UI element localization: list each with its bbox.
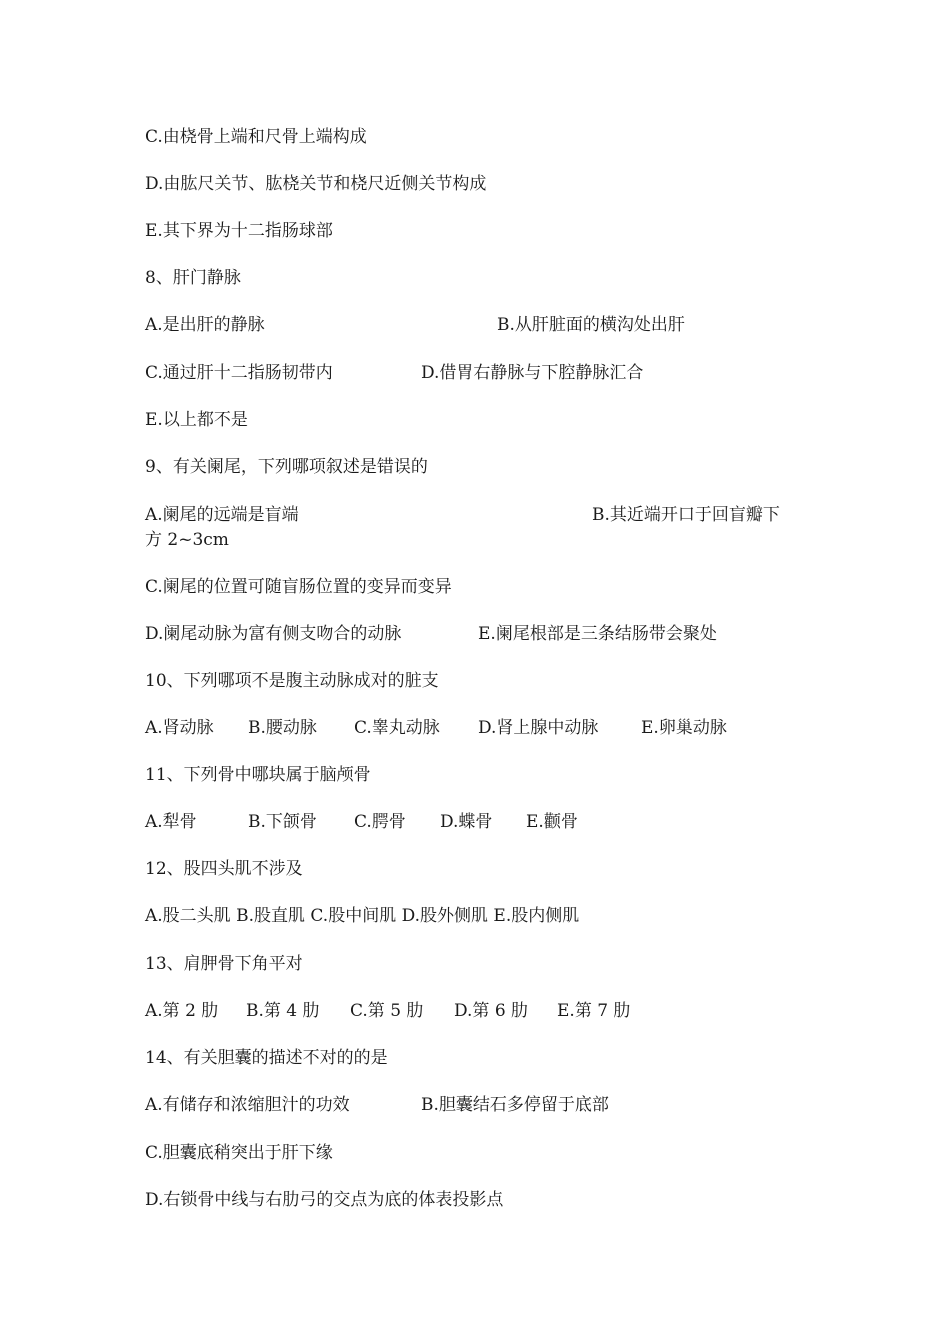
q9-option-d: D.阑尾动脉为富有侧支吻合的动脉 xyxy=(145,624,402,644)
q11-option-d: D.蝶骨 xyxy=(440,812,493,832)
q13-option-e: E.第 7 肋 xyxy=(557,1001,631,1021)
q14-option-c: C.胆囊底稍突出于肝下缘 xyxy=(145,1143,333,1163)
q11-option-b: B.下颌骨 xyxy=(248,812,317,832)
q8-option-b: B.从肝脏面的横沟处出肝 xyxy=(497,315,685,335)
q13-option-a: A.第 2 肋 xyxy=(145,1001,219,1021)
q7-option-c: C.由桡骨上端和尺骨上端构成 xyxy=(145,127,367,147)
q13-option-c: C.第 5 肋 xyxy=(350,1001,424,1021)
q14-option-a: A.有储存和浓缩胆汁的功效 xyxy=(145,1095,350,1115)
q9-option-b-continued: 方 2~3cm xyxy=(145,530,229,550)
q7-option-e: E.其下界为十二指肠球部 xyxy=(145,221,333,241)
q10-option-e: E.卵巢动脉 xyxy=(641,718,727,738)
q9-option-c: C.阑尾的位置可随盲肠位置的变异而变异 xyxy=(145,577,452,597)
q9-option-b: B.其近端开口于回盲瓣下 xyxy=(592,505,780,525)
question-8: 8、肝门静脉 xyxy=(145,268,241,288)
q8-option-c: C.通过肝十二指肠韧带内 xyxy=(145,363,333,383)
q10-option-a: A.肾动脉 xyxy=(145,718,214,738)
q13-option-b: B.第 4 肋 xyxy=(246,1001,320,1021)
q9-option-e: E.阑尾根部是三条结肠带会聚处 xyxy=(478,624,717,644)
q9-option-a: A.阑尾的远端是盲端 xyxy=(145,505,299,525)
q11-option-e: E.颧骨 xyxy=(526,812,578,832)
question-9: 9、有关阑尾，下列哪项叙述是错误的 xyxy=(145,457,428,477)
q8-option-e: E.以上都不是 xyxy=(145,410,248,430)
q11-option-a: A.犁骨 xyxy=(145,812,197,832)
question-10: 10、下列哪项不是腹主动脉成对的脏支 xyxy=(145,671,439,691)
q10-option-c: C.睾丸动脉 xyxy=(354,718,440,738)
q12-options: A.股二头肌 B.股直肌 C.股中间肌 D.股外侧肌 E.股内侧肌 xyxy=(145,906,580,926)
q10-option-b: B.腰动脉 xyxy=(248,718,317,738)
question-12: 12、股四头肌不涉及 xyxy=(145,859,303,879)
q13-option-d: D.第 6 肋 xyxy=(454,1001,529,1021)
q7-option-d: D.由肱尺关节、肱桡关节和桡尺近侧关节构成 xyxy=(145,174,487,194)
q10-option-d: D.肾上腺中动脉 xyxy=(478,718,599,738)
q14-option-d: D.右锁骨中线与右肋弓的交点为底的体表投影点 xyxy=(145,1190,504,1210)
question-14: 14、有关胆囊的描述不对的的是 xyxy=(145,1048,388,1068)
q8-option-a: A.是出肝的静脉 xyxy=(145,315,265,335)
q8-option-d: D.借胃右静脉与下腔静脉汇合 xyxy=(421,363,644,383)
q14-option-b: B.胆囊结石多停留于底部 xyxy=(421,1095,609,1115)
question-13: 13、肩胛骨下角平对 xyxy=(145,954,303,974)
question-11: 11、下列骨中哪块属于脑颅骨 xyxy=(145,765,371,785)
q11-option-c: C.腭骨 xyxy=(354,812,406,832)
